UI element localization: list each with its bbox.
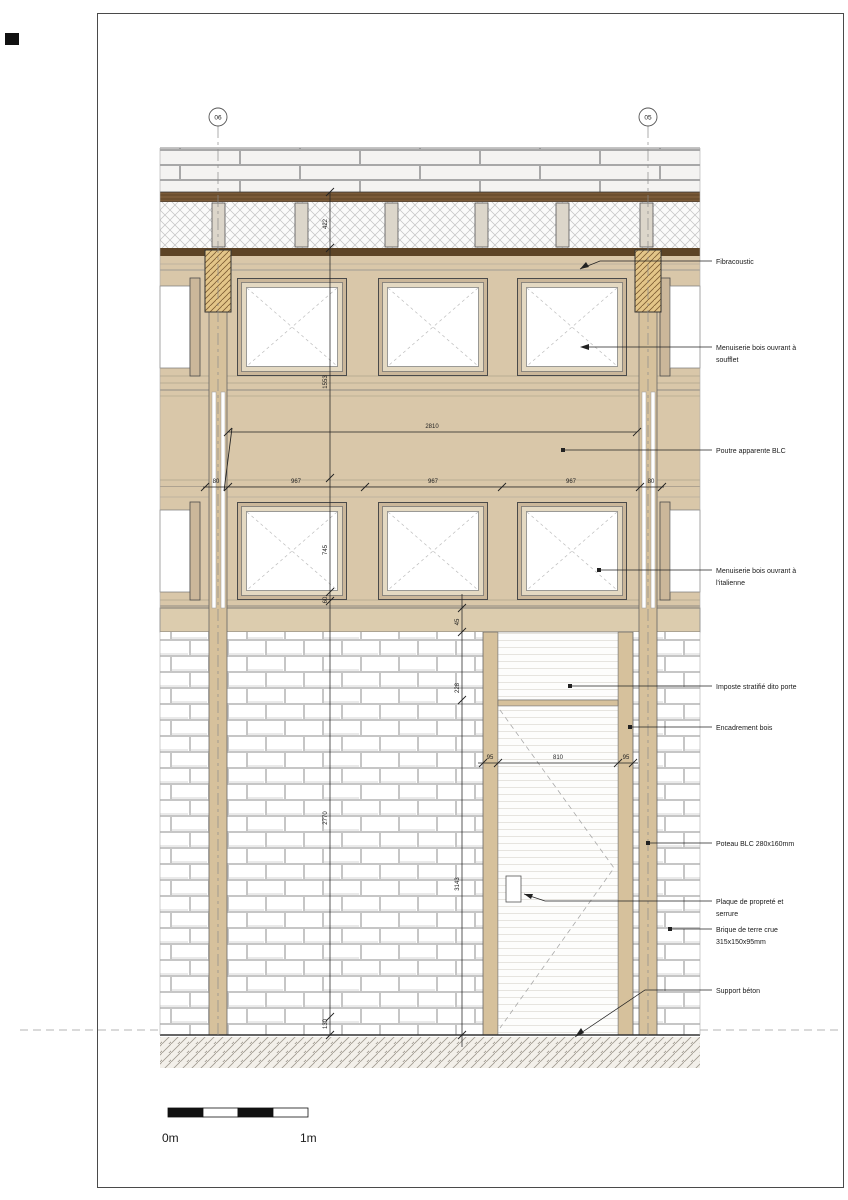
scale-one-label: 1m [300,1131,317,1145]
door-imposte-panel [498,632,618,700]
beam-band [160,392,700,487]
dim-door-side-left: 95 [486,755,494,761]
window-partial-left2 [160,510,190,592]
annotation-label: soufflet [716,357,739,364]
leader-dot-icon [561,448,565,452]
leader-dot-icon [597,568,601,572]
annotation-label: 315x150x95mm [716,939,766,946]
concrete-block-band [160,148,700,192]
annotation-label: Menuiserie bois ouvrant à [716,568,797,575]
window-italienne-2 [379,503,488,600]
fibracoustic-band [160,248,700,256]
annotation-label: Fibracoustic [716,259,754,266]
dim-v-clerestory: 1553 [323,375,329,389]
dim-v-window: 745 [323,544,329,556]
window-partial-left-frame [190,278,200,376]
window-soufflet-2 [379,279,488,376]
ground-hatch [160,1037,700,1068]
window-partial-right2-frame [660,502,670,600]
clerestory1-windows [160,278,700,376]
leader-dot-icon [646,841,650,845]
dim-overall: 2810 [425,424,439,430]
annotation-label: Imposte stratifié dito porte [716,684,797,691]
scale-zero-label: 0m [162,1131,179,1145]
dim-end-left: 80 [212,479,220,485]
dim-bay1: 967 [290,479,302,485]
door-plate-lock [506,876,521,902]
dim-v-wall: 2770 [323,811,329,825]
clerestory2-windows [160,502,700,600]
leader-dot-icon [668,927,672,931]
annotation-label: Encadrement bois [716,725,773,732]
annotation-label: Brique de terre crue [716,927,778,934]
window-partial-left2-frame [190,502,200,600]
annotation-label: Support béton [716,988,760,995]
dim-bay2: 967 [427,479,439,485]
window-partial-right [670,286,700,368]
door-assembly [483,632,633,1035]
annotation-label: Plaque de propreté et [716,899,784,906]
grid-bubble-right-label: 05 [644,114,652,122]
dim-v-slab: 422 [323,218,329,230]
insulation-band [160,202,700,248]
window-italienne-3 [518,503,627,600]
dim-v-band: 60 [323,596,329,604]
dim-v-imposte: 228 [455,682,461,694]
dim-v-plinth: 130 [323,1018,329,1030]
door-transom-rail [498,700,618,706]
annotation-label: l'italienne [716,580,745,587]
dim-v-door-total: 3143 [455,877,461,891]
dim-v-transom: 45 [455,618,461,626]
dim-bay3: 967 [565,479,577,485]
annotation-label: serrure [716,911,739,918]
lintel-band [160,608,700,632]
leader-dot-icon [568,684,572,688]
window-partial-left [160,286,190,368]
window-partial-right2 [670,510,700,592]
window-soufflet-3 [518,279,627,376]
floor-strip [160,192,700,202]
door-frame-left [483,632,498,1035]
dim-end-right: 80 [647,479,655,485]
annotation-label: Menuiserie bois ouvrant à [716,345,797,352]
grid-bubble-left-label: 06 [214,114,222,122]
annotation-label: Poteau BLC 280x160mm [716,841,795,848]
dim-door-side-right: 95 [622,755,630,761]
annotation-label: Poutre apparente BLC [716,448,786,455]
leader-dot-icon [628,725,632,729]
registration-mark [5,33,19,45]
door-frame-right [618,632,633,1035]
dim-door-leaf: 810 [552,755,564,761]
